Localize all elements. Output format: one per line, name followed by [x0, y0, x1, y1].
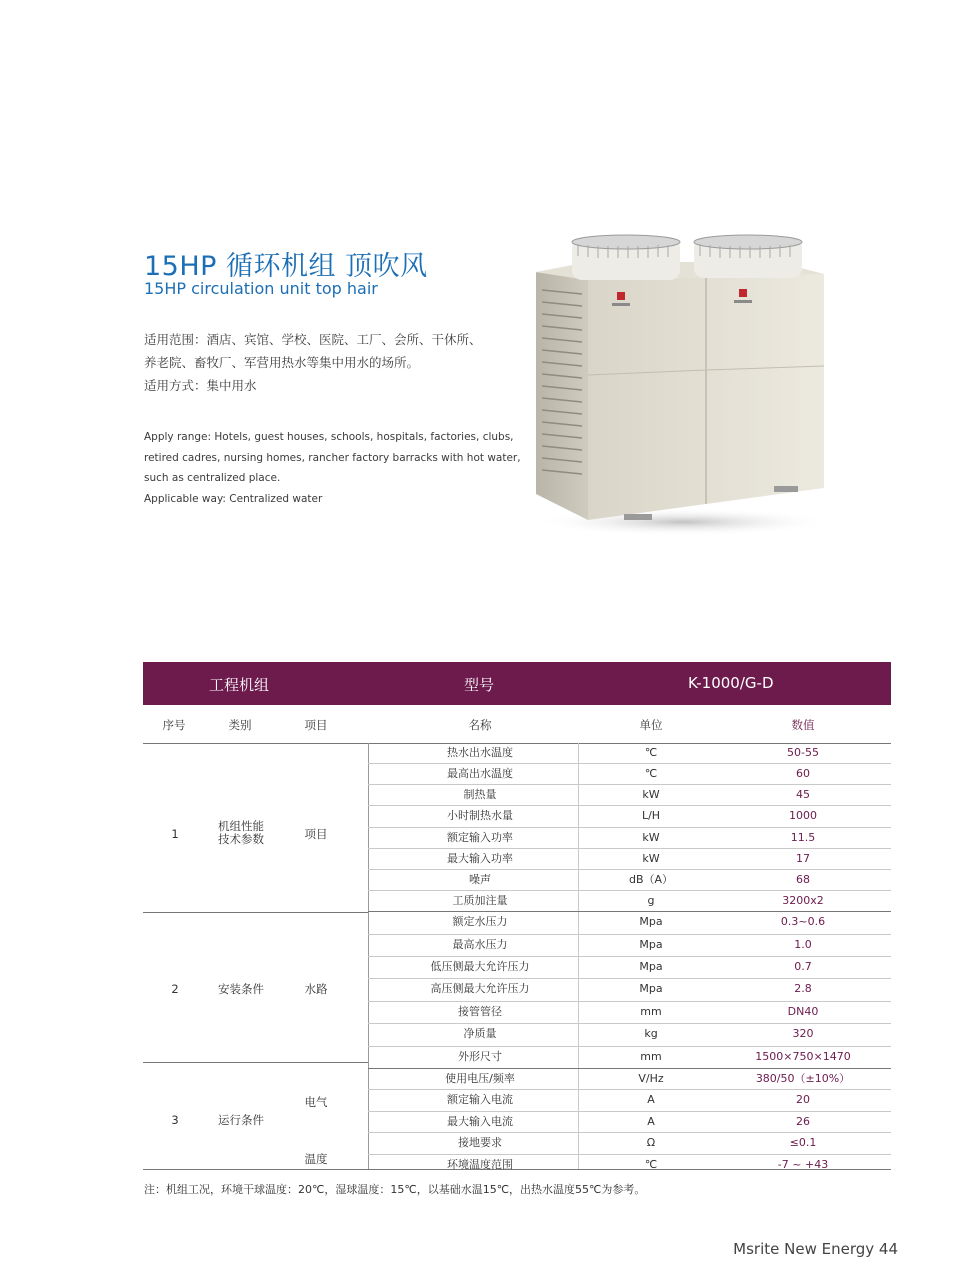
row-name: 额定水压力 — [452, 915, 508, 929]
col-seq: 序号 — [162, 718, 186, 732]
row-value: 2.8 — [794, 982, 812, 996]
table-row — [368, 912, 891, 934]
row-value: 3200x2 — [782, 894, 824, 908]
table-header-project: 工程机组 — [209, 676, 270, 694]
row-value: 60 — [796, 767, 810, 781]
group-seq: 3 — [171, 1113, 179, 1127]
row-value: 0.7 — [794, 960, 812, 974]
row-unit: mm — [640, 1049, 662, 1063]
row-value: 17 — [796, 851, 810, 865]
table-row — [368, 979, 891, 1001]
spec-table — [368, 743, 891, 1175]
row-name: 最大输入电流 — [447, 1114, 513, 1128]
group-item: 项目 — [304, 827, 328, 841]
row-value: 320 — [792, 1027, 814, 1041]
col-category: 类别 — [228, 718, 252, 732]
group-category: 机组性能 技术参数 — [218, 819, 264, 846]
row-value: 45 — [796, 788, 810, 802]
description-en — [144, 427, 524, 509]
row-unit: kW — [642, 851, 660, 865]
table-header-model-value: K-1000/G-D — [688, 674, 774, 692]
col-item: 项目 — [304, 718, 328, 732]
row-unit: dB（A） — [628, 872, 674, 886]
row-unit: Mpa — [639, 937, 663, 951]
description-cn-line: 适用方式：集中用水 — [144, 378, 257, 393]
row-unit: A — [647, 1093, 655, 1107]
row-name: 低压侧最大允许压力 — [430, 960, 530, 974]
group-category: 运行条件 — [218, 1113, 264, 1127]
row-unit: mm — [640, 1004, 662, 1018]
heat-pump-unit-icon — [528, 232, 838, 542]
table-row — [368, 1047, 891, 1069]
row-unit: A — [647, 1114, 655, 1128]
table-row — [368, 785, 891, 806]
row-value: 380/50（±10%） — [755, 1071, 851, 1085]
table-row — [368, 957, 891, 979]
row-unit: Mpa — [639, 982, 663, 996]
row-name: 最高水压力 — [452, 937, 508, 951]
row-name: 最大输入功率 — [447, 851, 513, 865]
row-name: 最高出水温度 — [447, 767, 513, 781]
row-name: 额定输入功率 — [447, 830, 513, 844]
description-en-line: retired cadres, nursing homes, rancher factory barracks with hot water, — [144, 451, 521, 464]
row-unit: Mpa — [639, 960, 663, 974]
group-seq: 1 — [171, 827, 179, 841]
group-seq: 2 — [171, 982, 179, 996]
row-name: 制热量 — [463, 788, 497, 802]
table-row — [368, 1069, 891, 1090]
table-row — [368, 1090, 891, 1111]
row-value: 1000 — [789, 809, 817, 823]
page-subtitle: 15HP circulation unit top hair — [144, 279, 378, 298]
row-unit: V/Hz — [638, 1071, 664, 1085]
description-en-line: such as centralized place. — [144, 472, 281, 484]
row-name: 小时制热水量 — [447, 809, 513, 823]
row-value: 11.5 — [790, 830, 816, 844]
col-name: 名称 — [468, 718, 492, 732]
col-unit: 单位 — [639, 718, 663, 732]
table-row — [368, 870, 891, 891]
row-name: 净质量 — [463, 1027, 497, 1041]
group-item: 温度 — [304, 1152, 328, 1166]
group-divider — [143, 912, 368, 913]
row-value: 0.3~0.6 — [780, 915, 826, 929]
row-value: 68 — [796, 872, 810, 886]
table-row — [368, 1024, 891, 1046]
row-name: 噪声 — [469, 872, 491, 886]
description-en-line: Applicable way: Centralized water — [144, 492, 323, 505]
table-row — [368, 743, 891, 764]
row-unit: L/H — [641, 809, 661, 823]
table-row — [368, 1133, 891, 1154]
table-row — [368, 891, 891, 912]
page-footer: Msrite New Energy 44 — [733, 1240, 898, 1258]
row-name: 使用电压/频率 — [445, 1071, 515, 1085]
row-name: 接地要求 — [458, 1136, 502, 1150]
row-value: 26 — [796, 1114, 810, 1128]
table-row — [368, 828, 891, 849]
table-header-model-label: 型号 — [464, 676, 495, 694]
group-divider — [143, 1062, 368, 1063]
row-name: 额定输入电流 — [447, 1093, 513, 1107]
table-row — [368, 1112, 891, 1133]
row-value: 1.0 — [794, 937, 812, 951]
row-value: DN40 — [787, 1004, 819, 1018]
table-row — [368, 806, 891, 827]
row-unit: Mpa — [639, 915, 663, 929]
table-footnote: 注：机组工况，环境干球温度：20℃，湿球温度：15℃，以基础水温15℃，出热水温度55℃为参考。 — [144, 1183, 646, 1196]
group-item: 水路 — [304, 982, 328, 996]
row-unit: g — [647, 894, 655, 908]
row-name: 环境温度范围 — [447, 1157, 513, 1171]
row-value: 20 — [796, 1093, 810, 1107]
row-name: 热水出水温度 — [447, 746, 513, 759]
row-value: 1500×750×1470 — [755, 1049, 851, 1063]
page-title: 15HP 循环机组 顶吹风 — [144, 251, 428, 282]
row-name: 接管管径 — [458, 1004, 502, 1018]
table-row — [368, 1155, 891, 1175]
table-row — [368, 1002, 891, 1024]
table-row — [368, 764, 891, 785]
row-value: ≤0.1 — [789, 1136, 817, 1150]
group-item: 电气 — [304, 1095, 328, 1109]
row-value: -7 ~ +43 — [777, 1157, 829, 1171]
row-unit: ℃ — [644, 1157, 658, 1171]
description-en-line: Apply range: Hotels, guest houses, schools, hospitals, factories, clubs, — [144, 431, 514, 443]
row-unit: kg — [644, 1027, 658, 1041]
row-value: 50-55 — [787, 746, 819, 759]
row-unit: kW — [642, 788, 660, 802]
group-category: 安装条件 — [218, 982, 264, 996]
table-row — [368, 849, 891, 870]
row-name: 工质加注量 — [452, 894, 508, 908]
table-row — [368, 935, 891, 957]
description-cn — [144, 328, 524, 397]
row-name: 外形尺寸 — [458, 1049, 502, 1063]
table-header-bar — [143, 662, 891, 705]
description-cn-line: 养老院、畜牧厂、军营用热水等集中用水的场所。 — [144, 355, 420, 370]
row-unit: kW — [642, 830, 660, 844]
description-cn-line: 适用范围：酒店、宾馆、学校、医院、工厂、会所、干休所、 — [144, 332, 482, 347]
row-unit: ℃ — [644, 746, 658, 759]
row-unit: ℃ — [644, 767, 658, 781]
row-name: 高压侧最大允许压力 — [430, 982, 530, 996]
row-unit: Ω — [646, 1136, 656, 1150]
table-column-headers — [143, 705, 891, 744]
col-value: 数值 — [791, 718, 815, 732]
